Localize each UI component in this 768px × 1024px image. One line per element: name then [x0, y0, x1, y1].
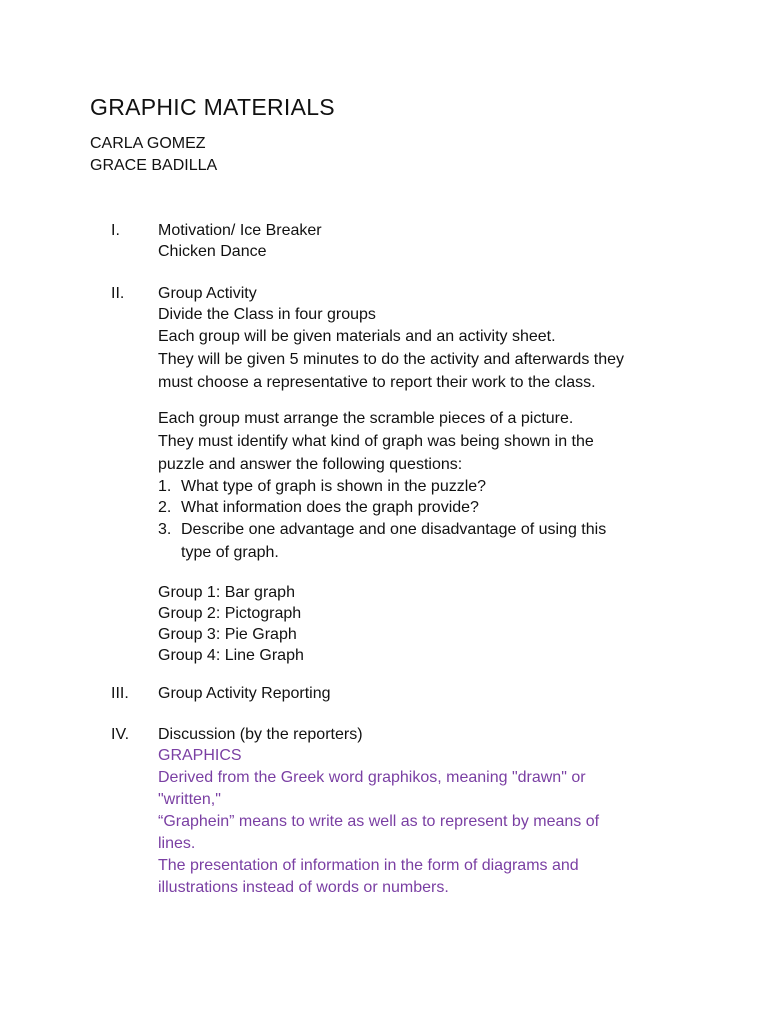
section-numeral: IV.: [111, 726, 130, 743]
section-content: [158, 683, 678, 704]
list-number: 2.: [158, 499, 172, 516]
section-numeral: I.: [111, 222, 120, 239]
section-numeral: II.: [111, 285, 125, 302]
list-item: [158, 518, 678, 564]
list-item-text: type of graph.: [181, 544, 279, 561]
group-assignments: [158, 582, 678, 666]
section-numeral: III.: [111, 685, 129, 702]
section-text: must choose a representative to report their work to the class.: [158, 374, 596, 391]
section-text: puzzle and answer the following questions:: [158, 456, 463, 473]
section-text: Chicken Dance: [158, 243, 267, 260]
list-number: 3.: [158, 521, 172, 538]
paragraph-gap: [158, 564, 678, 582]
group-assignment: Group 2: Pictograph: [158, 605, 302, 622]
question-list: [158, 476, 678, 564]
definition-text: Derived from the Greek word graphikos, meaning "drawn" or: [158, 769, 586, 786]
section-text: Divide the Class in four groups: [158, 306, 376, 323]
paragraph-gap: [158, 394, 678, 407]
definition-text: The presentation of information in the form of diagrams and: [158, 857, 579, 874]
section-text: They will be given 5 minutes to do the activity and afterwards they: [158, 351, 625, 368]
section-heading: Motivation/ Ice Breaker: [158, 222, 322, 239]
section-text: They must identify what kind of graph was being shown in the: [158, 433, 594, 450]
list-item: [158, 476, 678, 497]
group-assignment: Group 1: Bar graph: [158, 584, 295, 601]
author-name: CARLA GOMEZ: [90, 135, 206, 152]
section-heading: Group Activity Reporting: [158, 685, 331, 702]
puzzle-paragraph: [158, 407, 678, 476]
definition-text: illustrations instead of words or numbers.: [158, 879, 449, 896]
section-heading: Discussion (by the reporters): [158, 726, 363, 743]
definition-text: “Graphein” means to write as well as to represent by means of: [158, 813, 600, 830]
instructions-paragraph: [158, 325, 678, 394]
list-item-text: What information does the graph provide?: [181, 499, 479, 516]
list-item-text: Describe one advantage and one disadvantage of using this: [181, 521, 607, 538]
list-number: 1.: [158, 478, 172, 495]
section-content: [158, 724, 678, 899]
section-content: [158, 283, 678, 666]
list-item-text: What type of graph is shown in the puzzle?: [181, 478, 487, 495]
section-text: Each group must arrange the scramble pieces of a picture.: [158, 410, 574, 427]
group-assignment: Group 4: Line Graph: [158, 647, 304, 664]
document-title: GRAPHIC MATERIALS: [90, 94, 335, 120]
definition-term: GRAPHICS: [158, 747, 242, 764]
author-list: [90, 133, 217, 177]
section-content: [158, 220, 678, 262]
definition-text: "written,": [158, 791, 221, 808]
group-assignment: Group 3: Pie Graph: [158, 626, 297, 643]
section-text: Each group will be given materials and an activity sheet.: [158, 328, 556, 345]
graphics-definition: [158, 745, 678, 899]
section-heading: Group Activity: [158, 285, 257, 302]
author-name: GRACE BADILLA: [90, 157, 218, 174]
list-item: [158, 497, 678, 518]
definition-text: lines.: [158, 835, 196, 852]
